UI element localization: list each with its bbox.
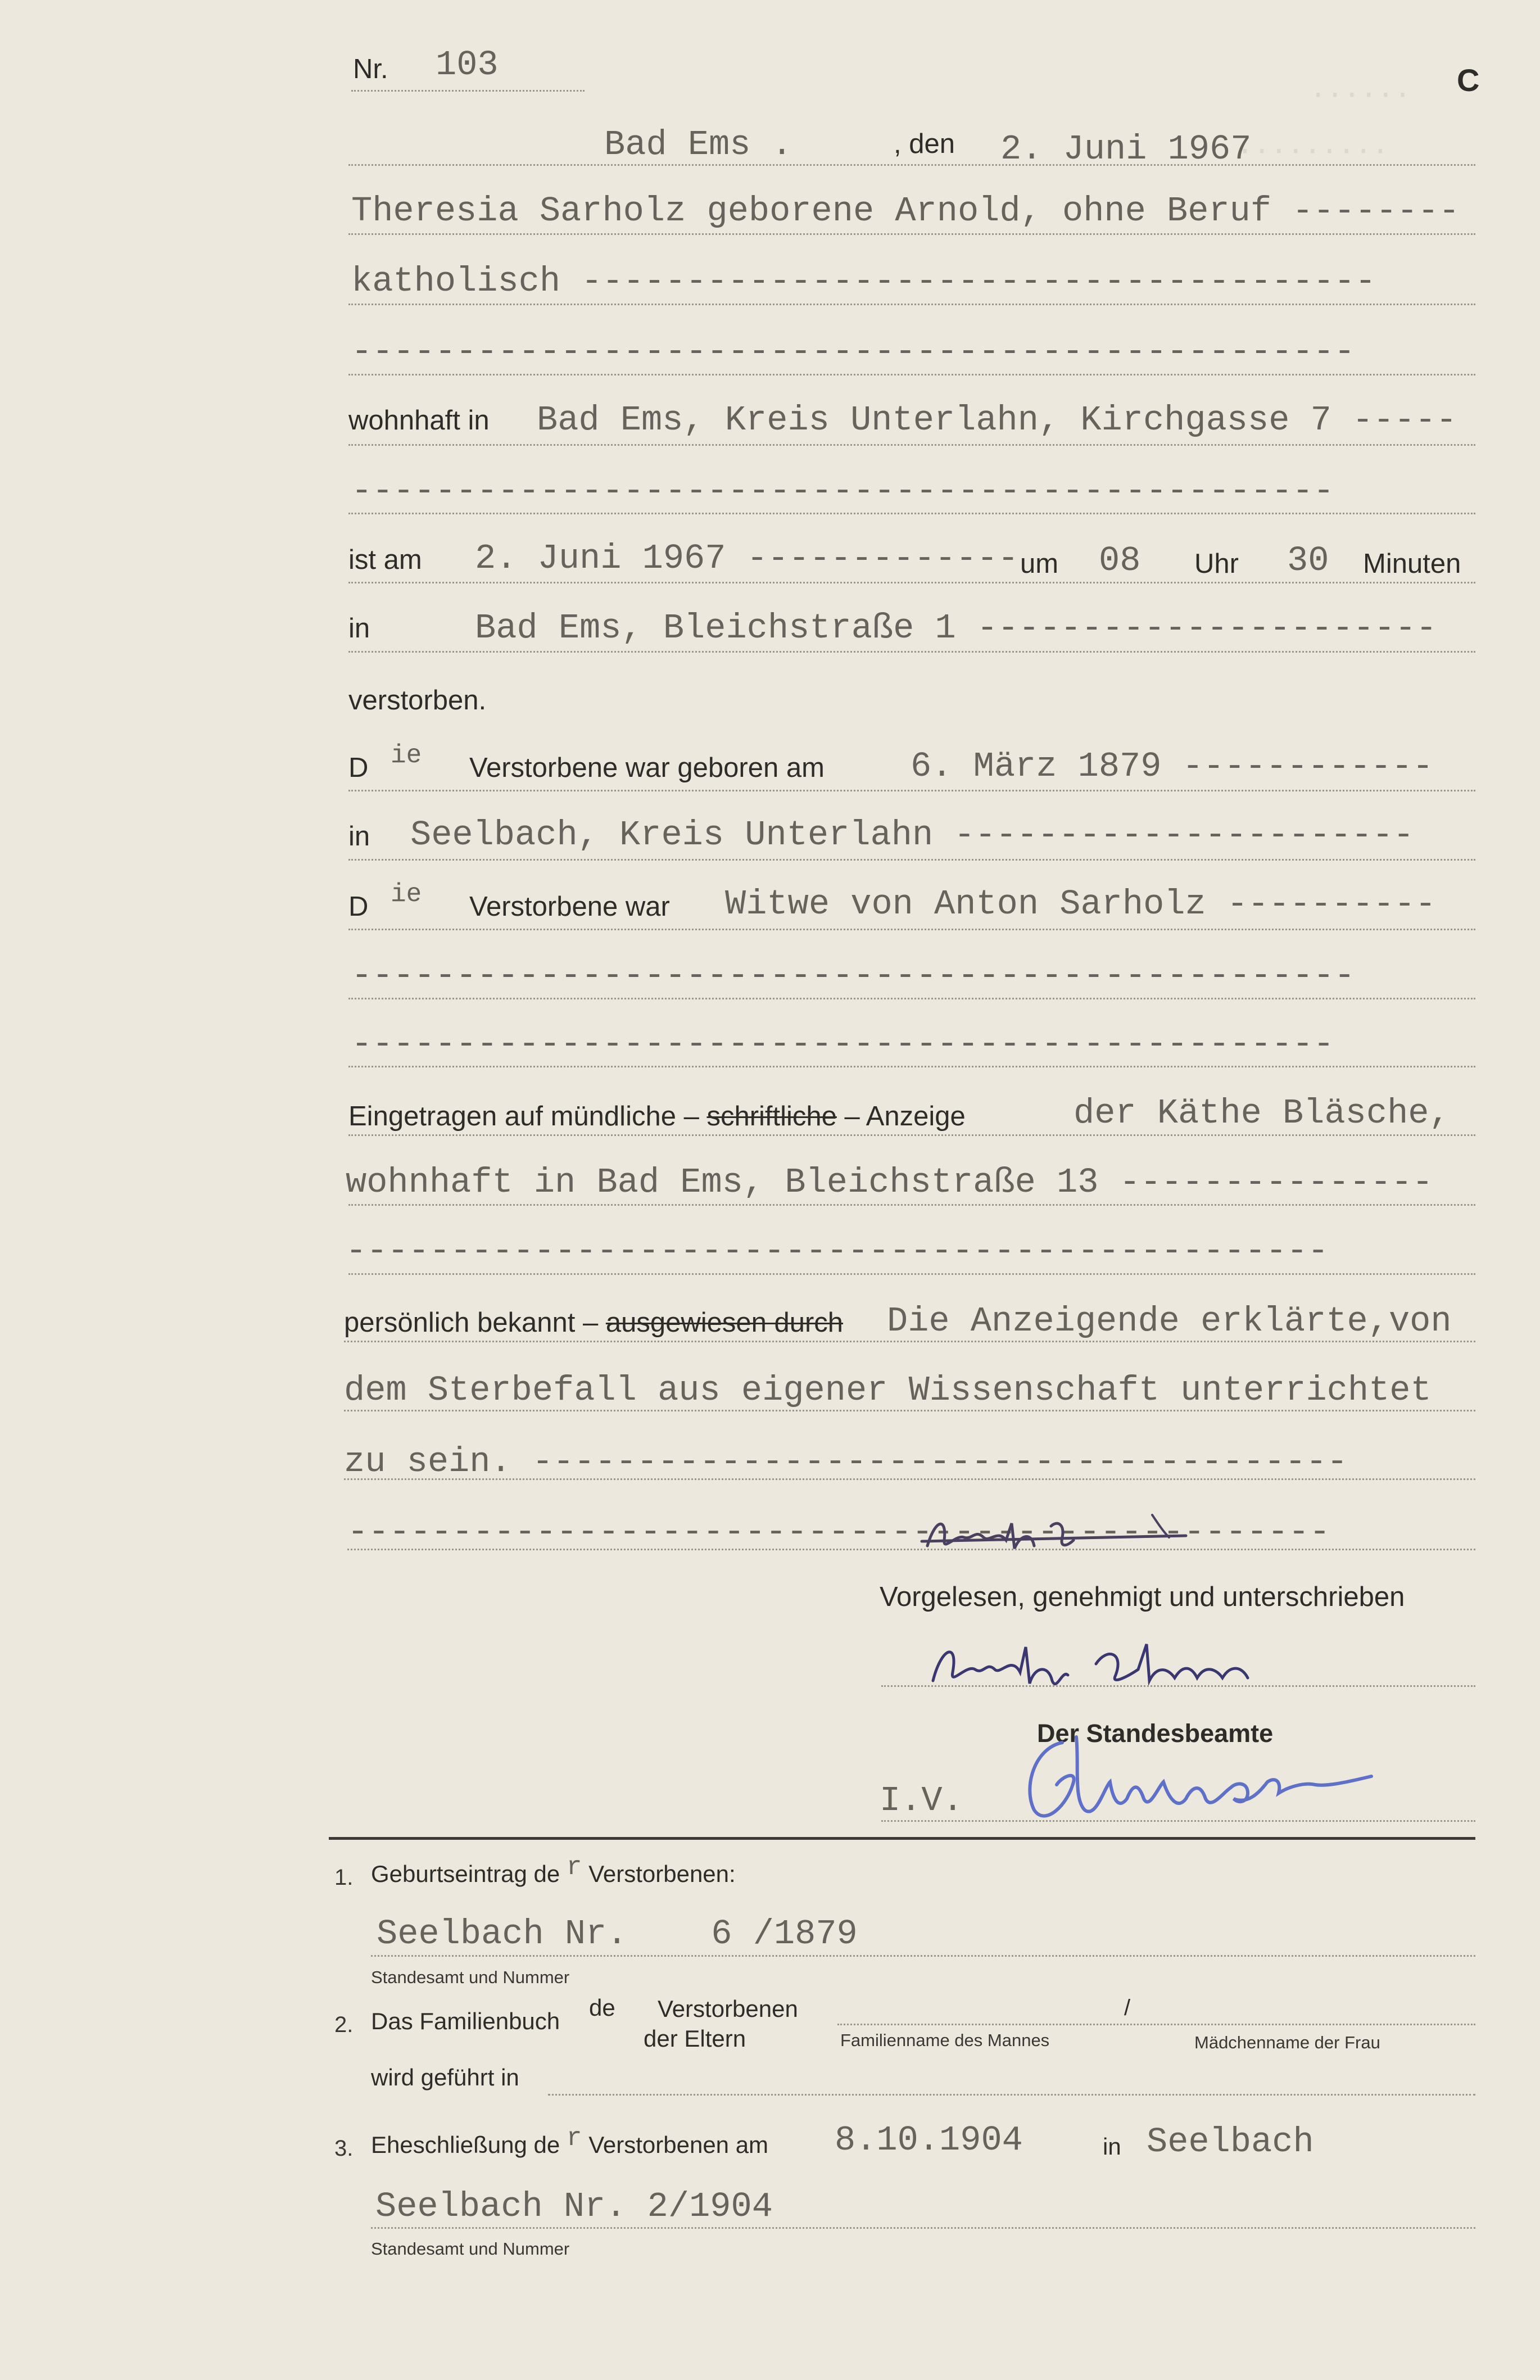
footnote-1-number: 1. — [334, 1865, 354, 1890]
rule — [344, 1410, 1475, 1411]
identity-prefix: persönlich bekannt – — [344, 1307, 599, 1338]
registration-date: 2. Juni 1967 — [1000, 129, 1252, 169]
report-label — [348, 1101, 966, 1132]
footnote-2-label: Das Familienbuch — [371, 2008, 560, 2034]
marital-filler-1: ------------------------------------------------ — [351, 956, 1355, 996]
footnote-3-label-text: Eheschließung de — [371, 2132, 560, 2158]
statement-line-3: zu sein. --------------------------------------- — [344, 1442, 1348, 1482]
footnote-3-number: 3. — [334, 2136, 354, 2161]
official-label: Der Standesbeamte — [1037, 1719, 1274, 1748]
identity-struck: ausgewiesen durch — [605, 1307, 844, 1338]
footnote-2-number: 2. — [334, 2012, 354, 2037]
footnote-1-superscript: r — [566, 1853, 582, 1882]
rule — [348, 1204, 1475, 1206]
report-label-prefix: Eingetragen auf mündliche – — [348, 1101, 699, 1132]
footnote-3-value: Seelbach Nr. 2/1904 — [375, 2187, 773, 2227]
rule — [348, 651, 1475, 653]
rule — [371, 2227, 1475, 2229]
report-filler: ----------------------------------------------- — [346, 1231, 1329, 1271]
footnote-2-option-eltern: der Eltern — [644, 2025, 746, 2052]
show-through-text: ······ — [1310, 79, 1411, 111]
footnote-2-caption-husband: Familienname des Mannes — [840, 2030, 1050, 2050]
death-in-label: in — [348, 613, 370, 644]
rule — [348, 790, 1475, 791]
report-label-suffix: – Anzeige — [844, 1101, 966, 1132]
rule — [837, 2024, 1475, 2025]
section-separator — [329, 1837, 1475, 1840]
report-label-struck: schriftliche — [706, 1101, 837, 1132]
footnote-2-caption-wife: Mädchenname der Frau — [1194, 2033, 1380, 2052]
footnote-2-de: de — [589, 1994, 615, 2021]
ist-am-label: ist am — [348, 545, 422, 575]
corner-letter: C — [1457, 62, 1480, 98]
rule — [881, 1685, 1475, 1687]
rule — [881, 1820, 1475, 1822]
place: Bad Ems . — [604, 125, 792, 165]
rule — [344, 1478, 1475, 1480]
rule — [348, 304, 1475, 305]
rule — [348, 1134, 1475, 1136]
address-filler: ----------------------------------------------- — [351, 471, 1334, 511]
footnote-2-line2: wird geführt in — [371, 2064, 519, 2091]
marital-ie-suffix: ie — [391, 880, 422, 909]
den-label: , den — [894, 129, 955, 159]
marital-status: Witwe von Anton Sarholz ---------- — [725, 884, 1437, 924]
marital-label: Verstorbene war — [469, 892, 670, 922]
footnote-1-label-end: Verstorbenen: — [588, 1861, 736, 1887]
birth-place: Seelbach, Kreis Unterlahn ---------------------- — [410, 815, 1414, 855]
crossed-out-signature — [922, 1506, 1203, 1568]
birth-ie-suffix: ie — [391, 741, 422, 770]
footnote-2-option-verstorbenen: Verstorbenen — [658, 1996, 798, 2022]
footnote-1-label-text: Geburtseintrag de — [371, 1861, 560, 1887]
rule — [347, 1549, 1475, 1550]
verstorben-label: verstorben. — [348, 685, 487, 716]
rule — [348, 998, 1475, 999]
birth-d-label: D — [348, 753, 369, 783]
um-label: um — [1020, 549, 1059, 579]
informant: der Käthe Bläsche, — [1074, 1093, 1450, 1133]
statement-line-2: dem Sterbefall aus eigener Wissenschaft unterrichtet — [344, 1370, 1432, 1410]
rule — [348, 444, 1475, 446]
footnote-3-label-mid: Verstorbenen am — [588, 2132, 769, 2158]
report-filler-end: ----------------------------------------------- — [347, 1512, 1330, 1552]
footnote-1-value: Seelbach Nr. 6 /1879 — [377, 1914, 858, 1954]
informant-signature — [927, 1630, 1310, 1709]
statement-line-1: Die Anzeigende erklärte,von — [887, 1301, 1452, 1341]
filler-line: ------------------------------------------------ — [351, 332, 1355, 372]
place-date-rule — [348, 164, 1475, 166]
show-through-text: ········· — [1236, 135, 1389, 168]
rule — [371, 1955, 1475, 1957]
birth-date: 6. März 1879 ------------ — [911, 746, 1434, 786]
nr-value: 103 — [436, 45, 499, 85]
marital-filler-2: ----------------------------------------------- — [351, 1024, 1334, 1064]
iv-label: I.V. — [880, 1781, 963, 1821]
nr-rule — [351, 90, 585, 92]
religion: katholisch -------------------------------------- — [351, 261, 1376, 301]
residence-address: Bad Ems, Kreis Unterlahn, Kirchgasse 7 ----- — [537, 400, 1457, 440]
rule — [348, 374, 1475, 375]
footnote-1-caption: Standesamt und Nummer — [371, 1967, 570, 1987]
rule — [348, 1066, 1475, 1067]
informant-address: wohnhaft in Bad Ems, Bleichstraße 13 --------------- — [346, 1162, 1433, 1202]
footnote-3-superscript: r — [566, 2124, 582, 2153]
rule — [348, 1273, 1475, 1275]
uhr-label: Uhr — [1194, 549, 1239, 579]
nr-label: Nr. — [353, 54, 388, 84]
death-date: 2. Juni 1967 ------------- — [475, 539, 1019, 578]
rule — [348, 513, 1475, 514]
read-approved-label: Vorgelesen, genehmigt und unterschrieben — [880, 1582, 1405, 1612]
footnote-2-slash: / — [1124, 1996, 1131, 2020]
rule — [548, 2094, 1475, 2096]
death-minutes: 30 — [1287, 541, 1329, 581]
birth-in-label: in — [348, 821, 370, 852]
footnote-3-label — [371, 2124, 769, 2161]
wohnhaft-label: wohnhaft in — [348, 405, 490, 436]
footnote-3-in-label: in — [1103, 2133, 1121, 2160]
official-signature — [1012, 1720, 1394, 1827]
rule — [344, 1341, 1475, 1342]
marital-d-label: D — [348, 892, 369, 922]
footnote-3-caption: Standesamt und Nummer — [371, 2239, 570, 2259]
rule — [348, 859, 1475, 861]
rule — [348, 929, 1475, 930]
birth-label: Verstorbene war geboren am — [469, 753, 825, 783]
death-place: Bad Ems, Bleichstraße 1 ---------------------- — [475, 608, 1437, 648]
minuten-label: Minuten — [1363, 549, 1461, 579]
deceased-name: Theresia Sarholz geborene Arnold, ohne Beruf -------- — [351, 191, 1460, 231]
footnote-3-place: Seelbach — [1147, 2122, 1314, 2162]
rule — [348, 233, 1475, 235]
footnote-1-label — [371, 1853, 736, 1890]
identity-label — [344, 1307, 843, 1338]
death-hour: 08 — [1099, 541, 1141, 581]
rule — [348, 582, 1475, 583]
footnote-3-date: 8.10.1904 — [835, 2120, 1023, 2160]
